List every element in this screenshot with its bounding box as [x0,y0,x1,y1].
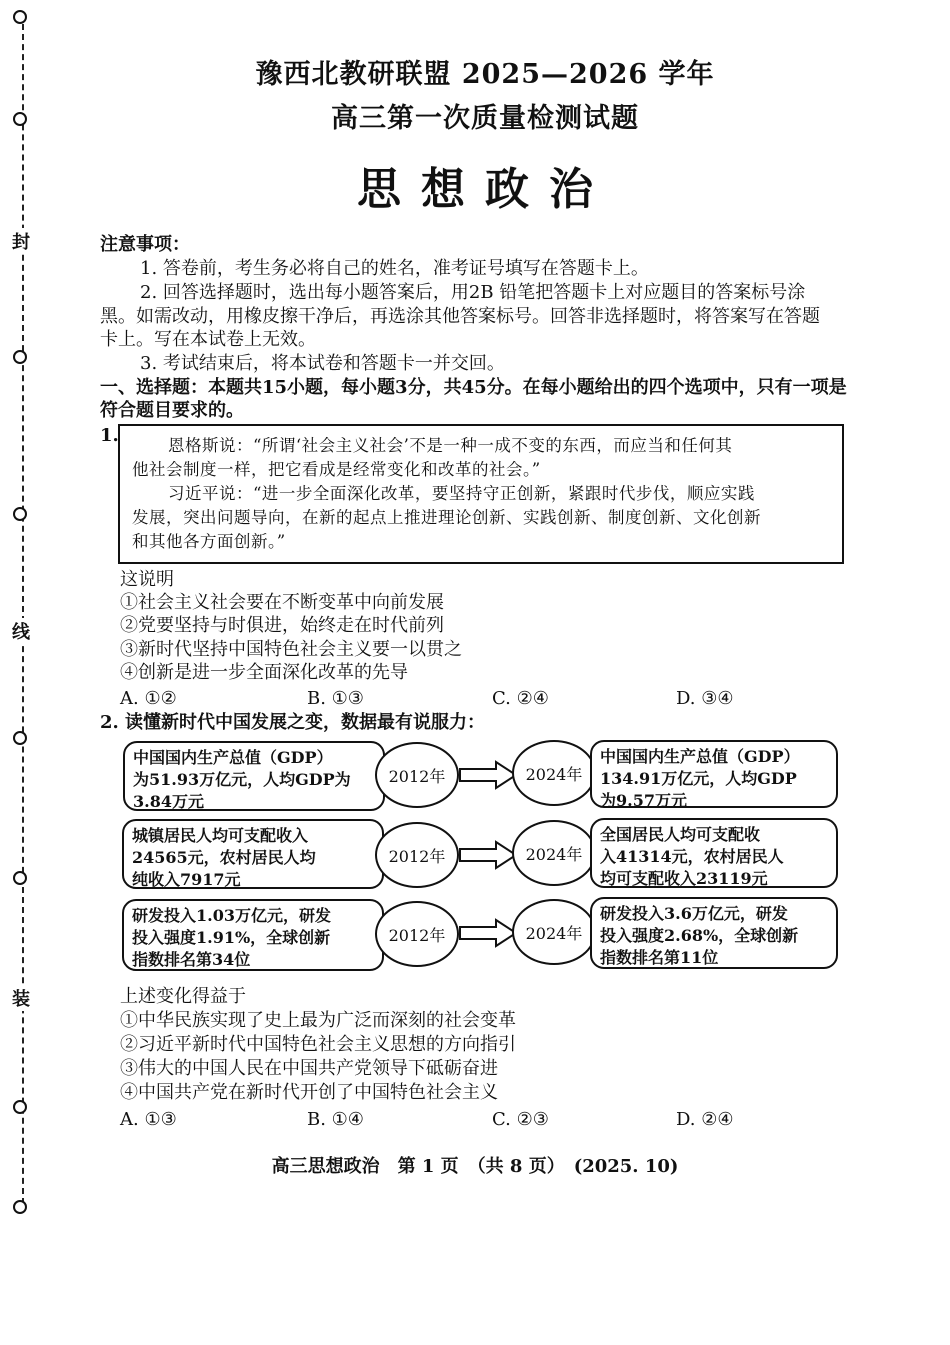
data-box-line: 投入强度2.68%，全球创新 [600,926,799,945]
choice-c: C. ②④ [492,688,549,709]
data-box-line: 全国居民人均可支配收 [600,825,761,844]
data-box-line: 为51.93万亿元，人均GDP为 [133,770,351,789]
binding-hole [13,507,27,521]
notice-item: 2. 回答选择题时，选出每小题答案后，用2B 铅笔把答题卡上对应题目的答案标号涂 [140,282,806,303]
binding-hole [13,731,27,745]
binding-char: 封 [12,228,30,254]
binding-dashed-line [22,24,24,1204]
page-footer: 高三思想政治 第 1 页 （共 8 页） (2025. 10) [271,1156,679,1177]
notice-item: 3. 考试结束后，将本试卷和答题卡一并交回。 [140,353,505,374]
binding-margin [0,0,50,1345]
option-statement: ④创新是进一步全面深化改革的先导 [120,662,408,683]
binding-hole [13,1100,27,1114]
right-arrow-icon [458,840,518,870]
data-box-line: 中国国内生产总值（GDP） [133,748,333,767]
question-stem: 2. 读懂新时代中国发展之变，数据最有说服力： [100,712,486,733]
choice-d: D. ③④ [676,688,734,709]
data-box-line: 3.84万元 [133,792,204,811]
data-box-2012-income [122,819,384,889]
binding-hole [13,1200,27,1214]
option-statement: ②习近平新时代中国特色社会主义思想的方向指引 [120,1034,516,1055]
data-box-2024-income [590,818,838,888]
binding-hole [13,10,27,24]
notice-item: 黑。如需改动，用橡皮擦干净后，再选涂其他答案标号。回答非选择题时，将答案写在答题 [100,306,820,327]
quote-line: 他社会制度一样，把它看成是经常变化和改革的社会。” [132,460,541,479]
data-box-2012-rd [122,899,384,971]
option-statement: ④中国共产党在新时代开创了中国特色社会主义 [120,1082,498,1103]
year-circle: 2012年 [375,742,459,808]
data-box-line: 24565元，农村居民人均 [132,848,316,867]
binding-char: 装 [12,985,30,1011]
notice-heading: 注意事项： [100,234,190,255]
data-box-line: 为9.57万元 [600,791,687,810]
choice-b: B. ①④ [307,1109,364,1130]
quote-line: 恩格斯说：“所谓‘社会主义社会’不是一种一成不变的东西，而应当和任何其 [168,436,733,455]
data-box-line: 研发投入3.6万亿元，研发 [600,904,788,923]
year-circle: 2012年 [375,822,459,888]
data-box-line: 城镇居民人均可支配收入 [132,826,309,845]
option-statement: ②党要坚持与时俱进，始终走在时代前列 [120,615,444,636]
choice-b: B. ①③ [307,688,364,709]
year-circle: 2024年 [512,820,596,886]
data-box-line: 研发投入1.03万亿元，研发 [132,906,331,925]
choice-c: C. ②③ [492,1109,549,1130]
binding-hole [13,871,27,885]
option-statement: ①社会主义社会要在不断变革中向前发展 [120,592,444,613]
binding-hole [13,350,27,364]
option-statement: ①中华民族实现了史上最为广泛而深刻的社会变革 [120,1010,516,1031]
question-stem: 这说明 [120,569,174,590]
choice-a: A. ①② [120,688,177,709]
option-statement: ③伟大的中国人民在中国共产党领导下砥砺奋进 [120,1058,498,1079]
section-heading-cont: 符合题目要求的。 [100,400,244,421]
right-arrow-icon [458,760,518,790]
notice-item: 1. 答卷前，考生务必将自己的姓名，准考证号填写在答题卡上。 [140,258,649,279]
data-box-line: 投入强度1.91%，全球创新 [132,928,331,947]
exam-title-line1: 豫西北教研联盟 2025—2026 学年 [255,59,715,90]
notice-item: 卡上。写在本试卷上无效。 [100,329,316,350]
data-box-2012-gdp [123,741,385,811]
quote-line: 发展，突出问题导向，在新的起点上推进理论创新、实践创新、制度创新、文化创新 [132,508,761,527]
section-heading: 一、选择题：本题共15小题，每小题3分，共45分。在每小题给出的四个选项中，只有一项是 [100,377,847,398]
data-box-line: 纯收入7917元 [132,870,241,889]
exam-title-line2: 高三第一次质量检测试题 [331,103,639,134]
data-box-line: 入41314元，农村居民人 [600,847,784,866]
data-box-line: 中国国内生产总值（GDP） [600,747,800,766]
data-box-line: 134.91万亿元，人均GDP [600,769,797,788]
data-box-line: 均可支配收入23119元 [600,869,768,888]
binding-hole [13,112,27,126]
year-circle: 2012年 [375,901,459,967]
year-circle: 2024年 [512,899,596,965]
subject-title: 思想政治 [357,164,613,215]
data-box-line: 指数排名第34位 [132,950,251,969]
option-statement: ③新时代坚持中国特色社会主义要一以贯之 [120,639,462,660]
binding-char: 线 [12,618,30,644]
question-number: 1. [100,425,119,446]
data-box-line: 指数排名第11位 [600,948,719,967]
choice-a: A. ①③ [120,1109,177,1130]
data-box-2024-gdp [590,740,838,808]
choice-d: D. ②④ [676,1109,734,1130]
quote-box [118,424,844,564]
data-box-2024-rd [590,897,838,969]
right-arrow-icon [458,918,518,948]
quote-line: 和其他各方面创新。” [132,532,286,551]
question-lead: 上述变化得益于 [120,986,246,1007]
quote-line: 习近平说：“进一步全面深化改革，要坚持守正创新，紧跟时代步伐，顺应实践 [168,484,755,503]
year-circle: 2024年 [512,740,596,806]
